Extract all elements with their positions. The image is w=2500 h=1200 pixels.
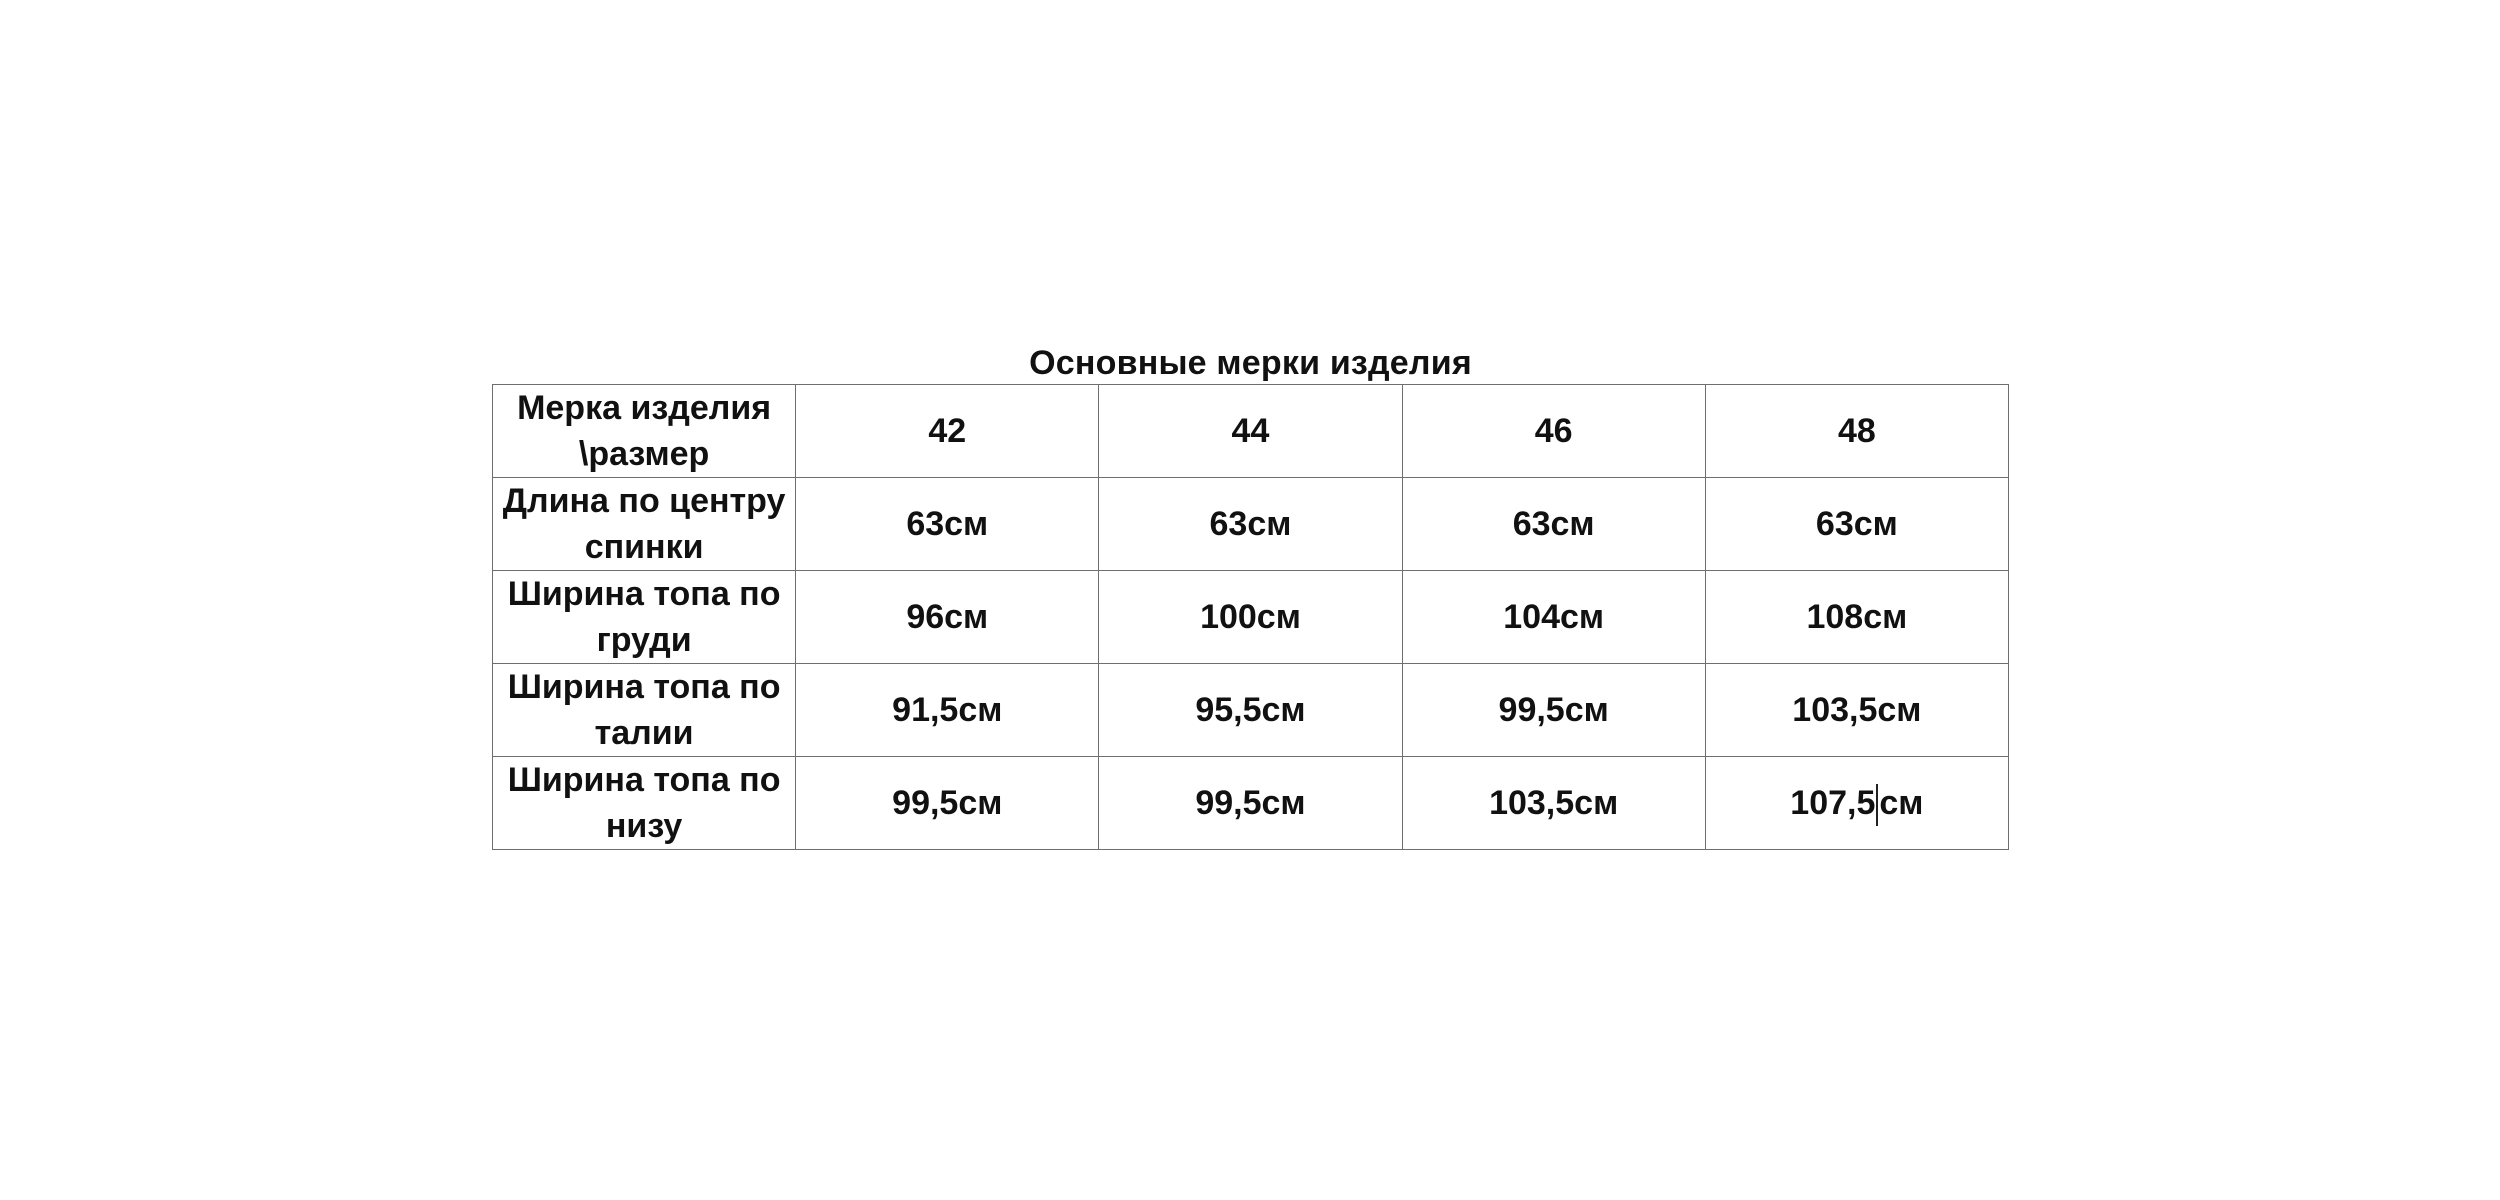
table-cell[interactable]: 63см bbox=[1099, 478, 1402, 571]
row-label-hem-width[interactable]: Ширина топа по низу bbox=[493, 757, 796, 850]
table-header-row bbox=[493, 385, 2009, 478]
table-cell[interactable]: 63см bbox=[1402, 478, 1705, 571]
table-cell[interactable]: 63см bbox=[796, 478, 1099, 571]
header-size-46[interactable]: 46 bbox=[1402, 385, 1705, 478]
table-row bbox=[493, 664, 2009, 757]
table-cell[interactable]: 99,5см bbox=[796, 757, 1099, 850]
table-cell[interactable]: 104см bbox=[1402, 571, 1705, 664]
cell-text-before-caret: 107,5 bbox=[1790, 783, 1876, 822]
table-cell[interactable]: 91,5см bbox=[796, 664, 1099, 757]
table-row bbox=[493, 757, 2009, 850]
row-label-chest-width[interactable]: Ширина топа по груди bbox=[493, 571, 796, 664]
table-cell[interactable]: 95,5см bbox=[1099, 664, 1402, 757]
header-size-44[interactable]: 44 bbox=[1099, 385, 1402, 478]
row-label-back-length[interactable]: Длина по центру спинки bbox=[493, 478, 796, 571]
table-cell-with-caret[interactable] bbox=[1705, 757, 2008, 850]
table-cell[interactable]: 103,5см bbox=[1402, 757, 1705, 850]
table-row bbox=[493, 571, 2009, 664]
table-cell[interactable]: 103,5см bbox=[1705, 664, 2008, 757]
table-cell[interactable]: 96см bbox=[796, 571, 1099, 664]
table-cell[interactable]: 108см bbox=[1705, 571, 2008, 664]
header-size-42[interactable]: 42 bbox=[796, 385, 1099, 478]
header-label-cell[interactable]: Мерка изделия \размер bbox=[493, 385, 796, 478]
cell-text-after-caret: см bbox=[1879, 783, 1924, 822]
table-cell[interactable]: 99,5см bbox=[1402, 664, 1705, 757]
document-title: Основные мерки изделия bbox=[1029, 344, 1472, 382]
table-cell[interactable]: 63см bbox=[1705, 478, 2008, 571]
header-size-48[interactable]: 48 bbox=[1705, 385, 2008, 478]
table-cell[interactable]: 99,5см bbox=[1099, 757, 1402, 850]
table-row bbox=[493, 478, 2009, 571]
table-cell[interactable]: 100см bbox=[1099, 571, 1402, 664]
row-label-waist-width[interactable]: Ширина топа по талии bbox=[493, 664, 796, 757]
measurements-table bbox=[492, 384, 2009, 850]
